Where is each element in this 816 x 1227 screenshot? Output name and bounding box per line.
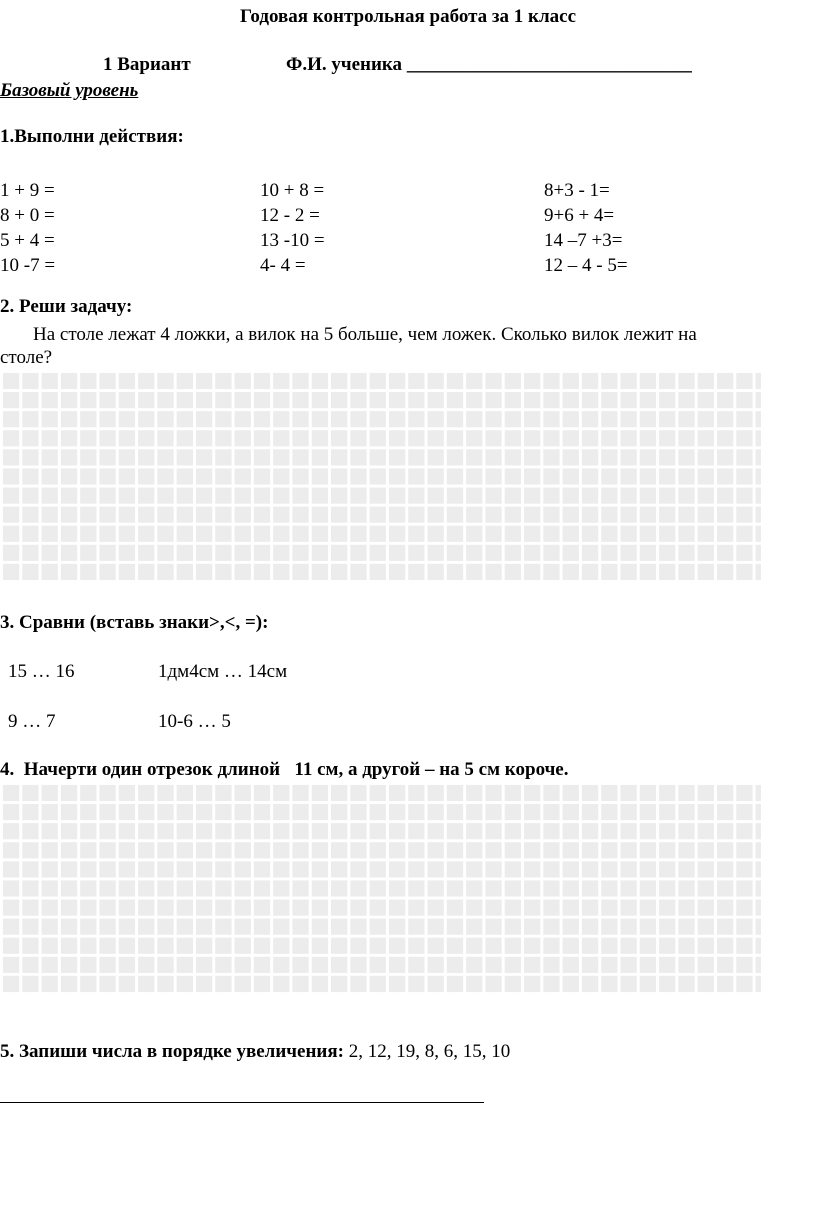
compare-item: 10-6 … 5 [158,711,231,732]
expression: 14 –7 +3= [544,230,623,251]
expression: 9+6 + 4= [544,205,615,226]
level-label: Базовый уровень [0,80,139,101]
expression: 1 + 9 = [0,180,55,201]
student-name-label: Ф.И. ученика [286,54,403,75]
task2-text-line1: На столе лежат 4 ложки, а вилок на 5 больше, чем ложек. Сколько вилок лежит на [33,324,697,345]
task1-column-3 [544,178,628,278]
expression: 4- 4 = [260,255,306,276]
task5-line [0,1041,510,1063]
task4-heading: 4. Начерти один отрезок длиной 11 см, а другой – на 5 см короче. [0,759,569,780]
answer-grid-task2 [0,370,761,583]
task1-column-2 [260,178,325,278]
compare-item: 9 … 7 [8,711,56,732]
expression: 12 - 2 = [260,205,320,226]
compare-item: 15 … 16 [8,661,75,682]
expression: 10 -7 = [0,255,56,276]
task3-heading: 3. Сравни (вставь знаки>,<, =): [0,612,269,633]
page-title: Годовая контрольная работа за 1 класс [240,6,576,27]
task1-heading: 1.Выполни действия: [0,126,184,147]
expression: 8 + 0 = [0,205,55,226]
expression: 12 – 4 - 5= [544,255,628,276]
expression: 8+3 - 1= [544,180,610,201]
student-name-field [286,54,692,76]
variant-label: 1 Вариант [103,54,191,75]
answer-line-task5 [0,1102,484,1103]
student-name-blank: ______________________________ [406,54,692,75]
task5-heading: 5. Запиши числа в порядке увеличения: [0,1041,344,1062]
expression: 13 -10 = [260,230,325,251]
expression: 5 + 4 = [0,230,55,251]
task2-heading: 2. Реши задачу: [0,296,133,317]
expression: 10 + 8 = [260,180,325,201]
task1-column-1 [0,178,55,278]
compare-item: 1дм4см … 14см [158,661,288,682]
answer-grid-task4 [0,782,761,995]
task5-numbers: 2, 12, 19, 8, 6, 15, 10 [348,1041,511,1062]
task2-text-line2: столе? [0,347,53,368]
